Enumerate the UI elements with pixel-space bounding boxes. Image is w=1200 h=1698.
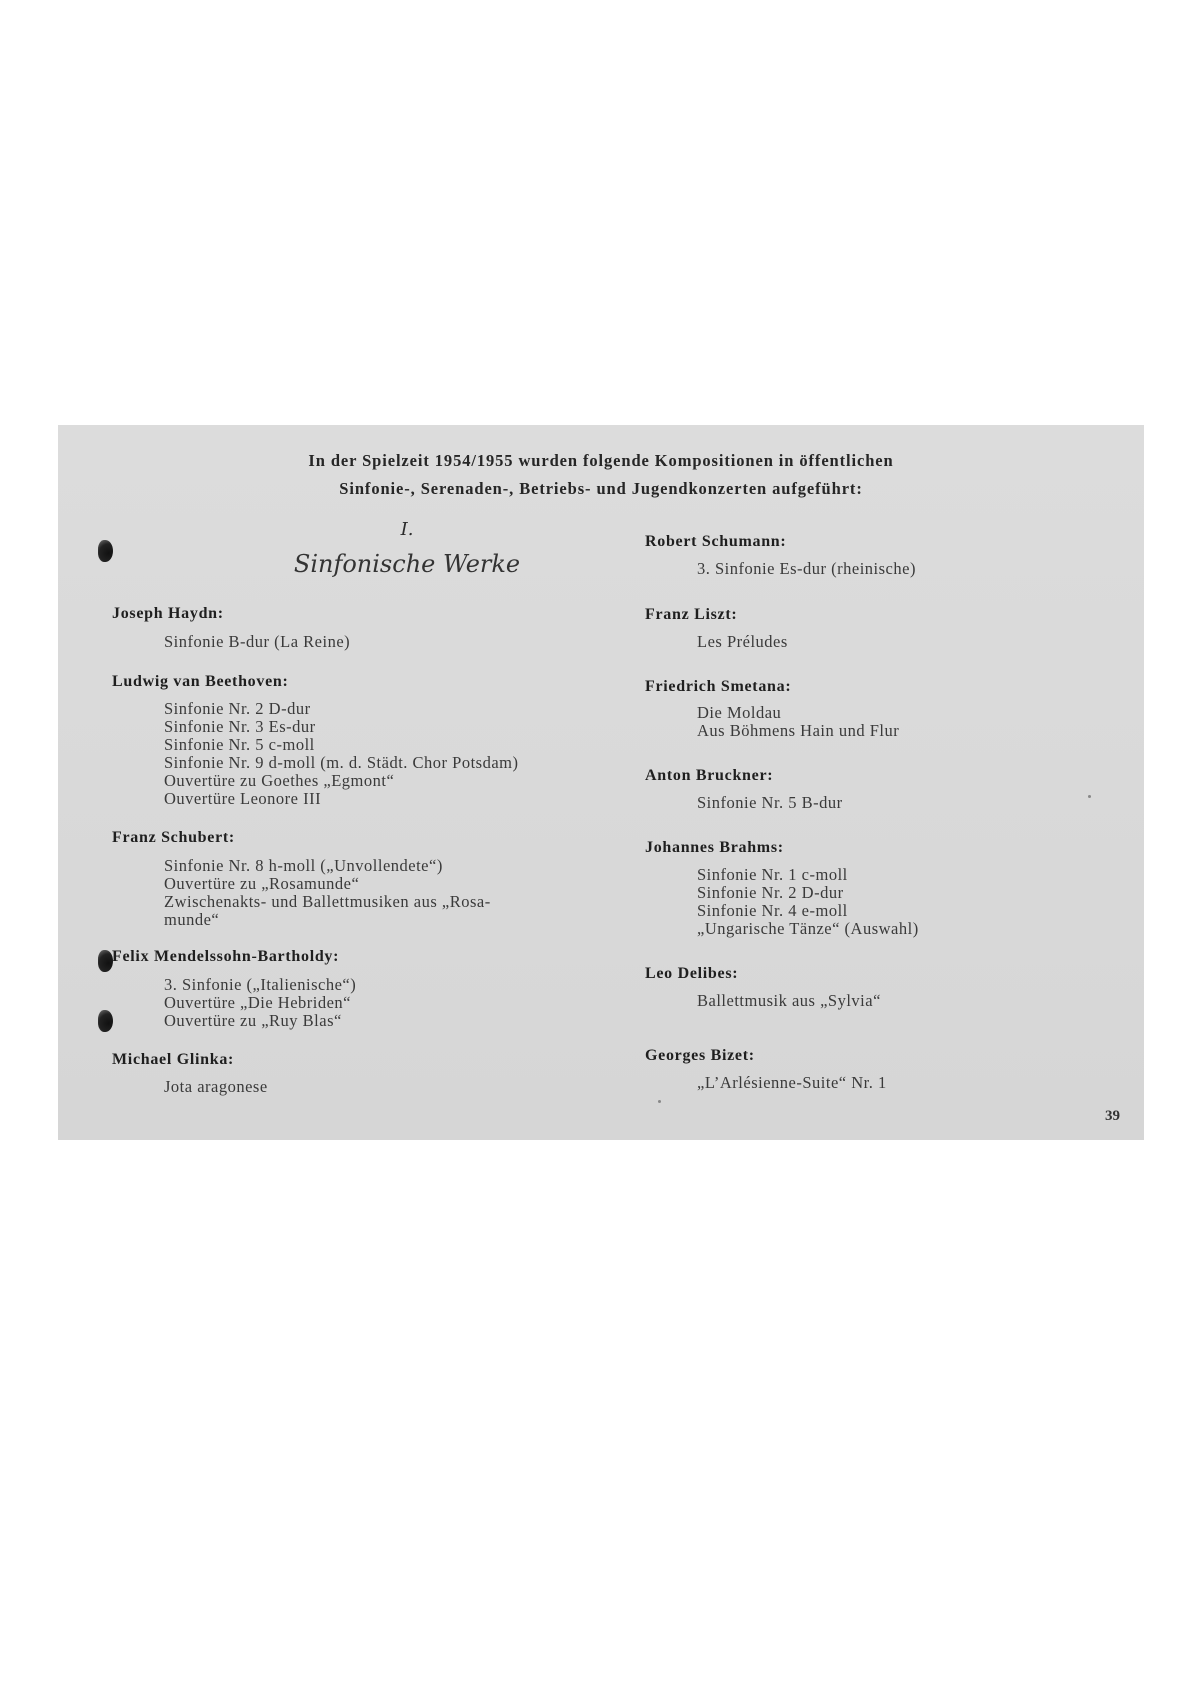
work-item: Sinfonie Nr. 1 c-moll [697, 865, 848, 884]
intro-text [58, 447, 1144, 503]
work-item: „L’Arlésienne-Suite“ Nr. 1 [697, 1073, 887, 1092]
work-item: Sinfonie Nr. 2 D-dur [164, 699, 311, 718]
punch-hole-icon [98, 1010, 113, 1032]
works-list [697, 992, 881, 1010]
intro-line-2: Sinfonie-, Serenaden-, Betriebs- und Jugendkonzerten aufgeführt: [339, 479, 863, 498]
composer-heading: Felix Mendelssohn-Bartholdy: [112, 948, 340, 965]
work-item: 3. Sinfonie Es-dur (rheinische) [697, 559, 916, 578]
composer-heading: Leo Delibes: [645, 965, 739, 982]
composer-heading: Franz Schubert: [112, 829, 235, 846]
work-item: Sinfonie Nr. 9 d-moll (m. d. Städt. Chor Potsdam) [164, 753, 519, 772]
intro-line-1: In der Spielzeit 1954/1955 wurden folgende Kompositionen in öffentlichen [308, 451, 894, 470]
scanned-page [58, 425, 1144, 1140]
work-item: Ouvertüre zu „Ruy Blas“ [164, 1011, 342, 1030]
work-item: munde“ [164, 910, 220, 929]
work-item: Ballettmusik aus „Sylvia“ [697, 991, 881, 1010]
composer-heading: Georges Bizet: [645, 1047, 755, 1064]
work-item: Aus Böhmens Hain und Flur [697, 721, 900, 740]
work-item: Sinfonie Nr. 5 B-dur [697, 793, 843, 812]
works-list [164, 976, 356, 1030]
section-title: Sinfonische Werke [293, 550, 521, 578]
composer-heading: Ludwig van Beethoven: [112, 673, 289, 690]
composer-heading: Robert Schumann: [645, 533, 787, 550]
composer-heading: Anton Bruckner: [645, 767, 774, 784]
work-item: Sinfonie Nr. 2 D-dur [697, 883, 844, 902]
work-item: Ouvertüre „Die Hebriden“ [164, 993, 351, 1012]
punch-hole-icon [98, 540, 113, 562]
punch-hole-icon [98, 950, 113, 972]
work-item: Ouvertüre Leonore III [164, 789, 322, 808]
work-item: Ouvertüre zu „Rosamunde“ [164, 874, 360, 893]
work-item: Die Moldau [697, 703, 782, 722]
works-list [697, 794, 843, 812]
composer-heading: Friedrich Smetana: [645, 678, 792, 695]
speck [1088, 795, 1091, 798]
speck [658, 1100, 661, 1103]
works-list [697, 866, 919, 938]
works-list [164, 857, 491, 929]
works-list [697, 560, 916, 578]
works-list [164, 633, 350, 651]
composer-heading: Joseph Haydn: [112, 605, 224, 622]
composer-heading: Michael Glinka: [112, 1051, 235, 1068]
work-item: 3. Sinfonie („Italienische“) [164, 975, 357, 994]
work-item: Sinfonie Nr. 8 h-moll („Unvollendete“) [164, 856, 443, 875]
works-list [697, 1074, 887, 1092]
works-list [697, 704, 899, 740]
composer-heading: Johannes Brahms: [645, 839, 784, 856]
work-item: Ouvertüre zu Goethes „Egmont“ [164, 771, 395, 790]
work-item: Sinfonie Nr. 4 e-moll [697, 901, 848, 920]
work-item: Sinfonie B-dur (La Reine) [164, 632, 351, 651]
work-item: Les Préludes [697, 632, 788, 651]
composer-heading: Franz Liszt: [645, 606, 738, 623]
works-list [164, 1078, 268, 1096]
work-item: Jota aragonese [164, 1077, 268, 1096]
works-list [697, 633, 788, 651]
work-item: Sinfonie Nr. 3 Es-dur [164, 717, 316, 736]
page-number: 39 [1105, 1108, 1120, 1124]
work-item: Sinfonie Nr. 5 c-moll [164, 735, 315, 754]
section-number: I. [400, 519, 414, 540]
works-list [164, 700, 519, 808]
work-item: Zwischenakts- und Ballettmusiken aus „Rosa- [164, 892, 491, 911]
work-item: „Ungarische Tänze“ (Auswahl) [697, 919, 919, 938]
